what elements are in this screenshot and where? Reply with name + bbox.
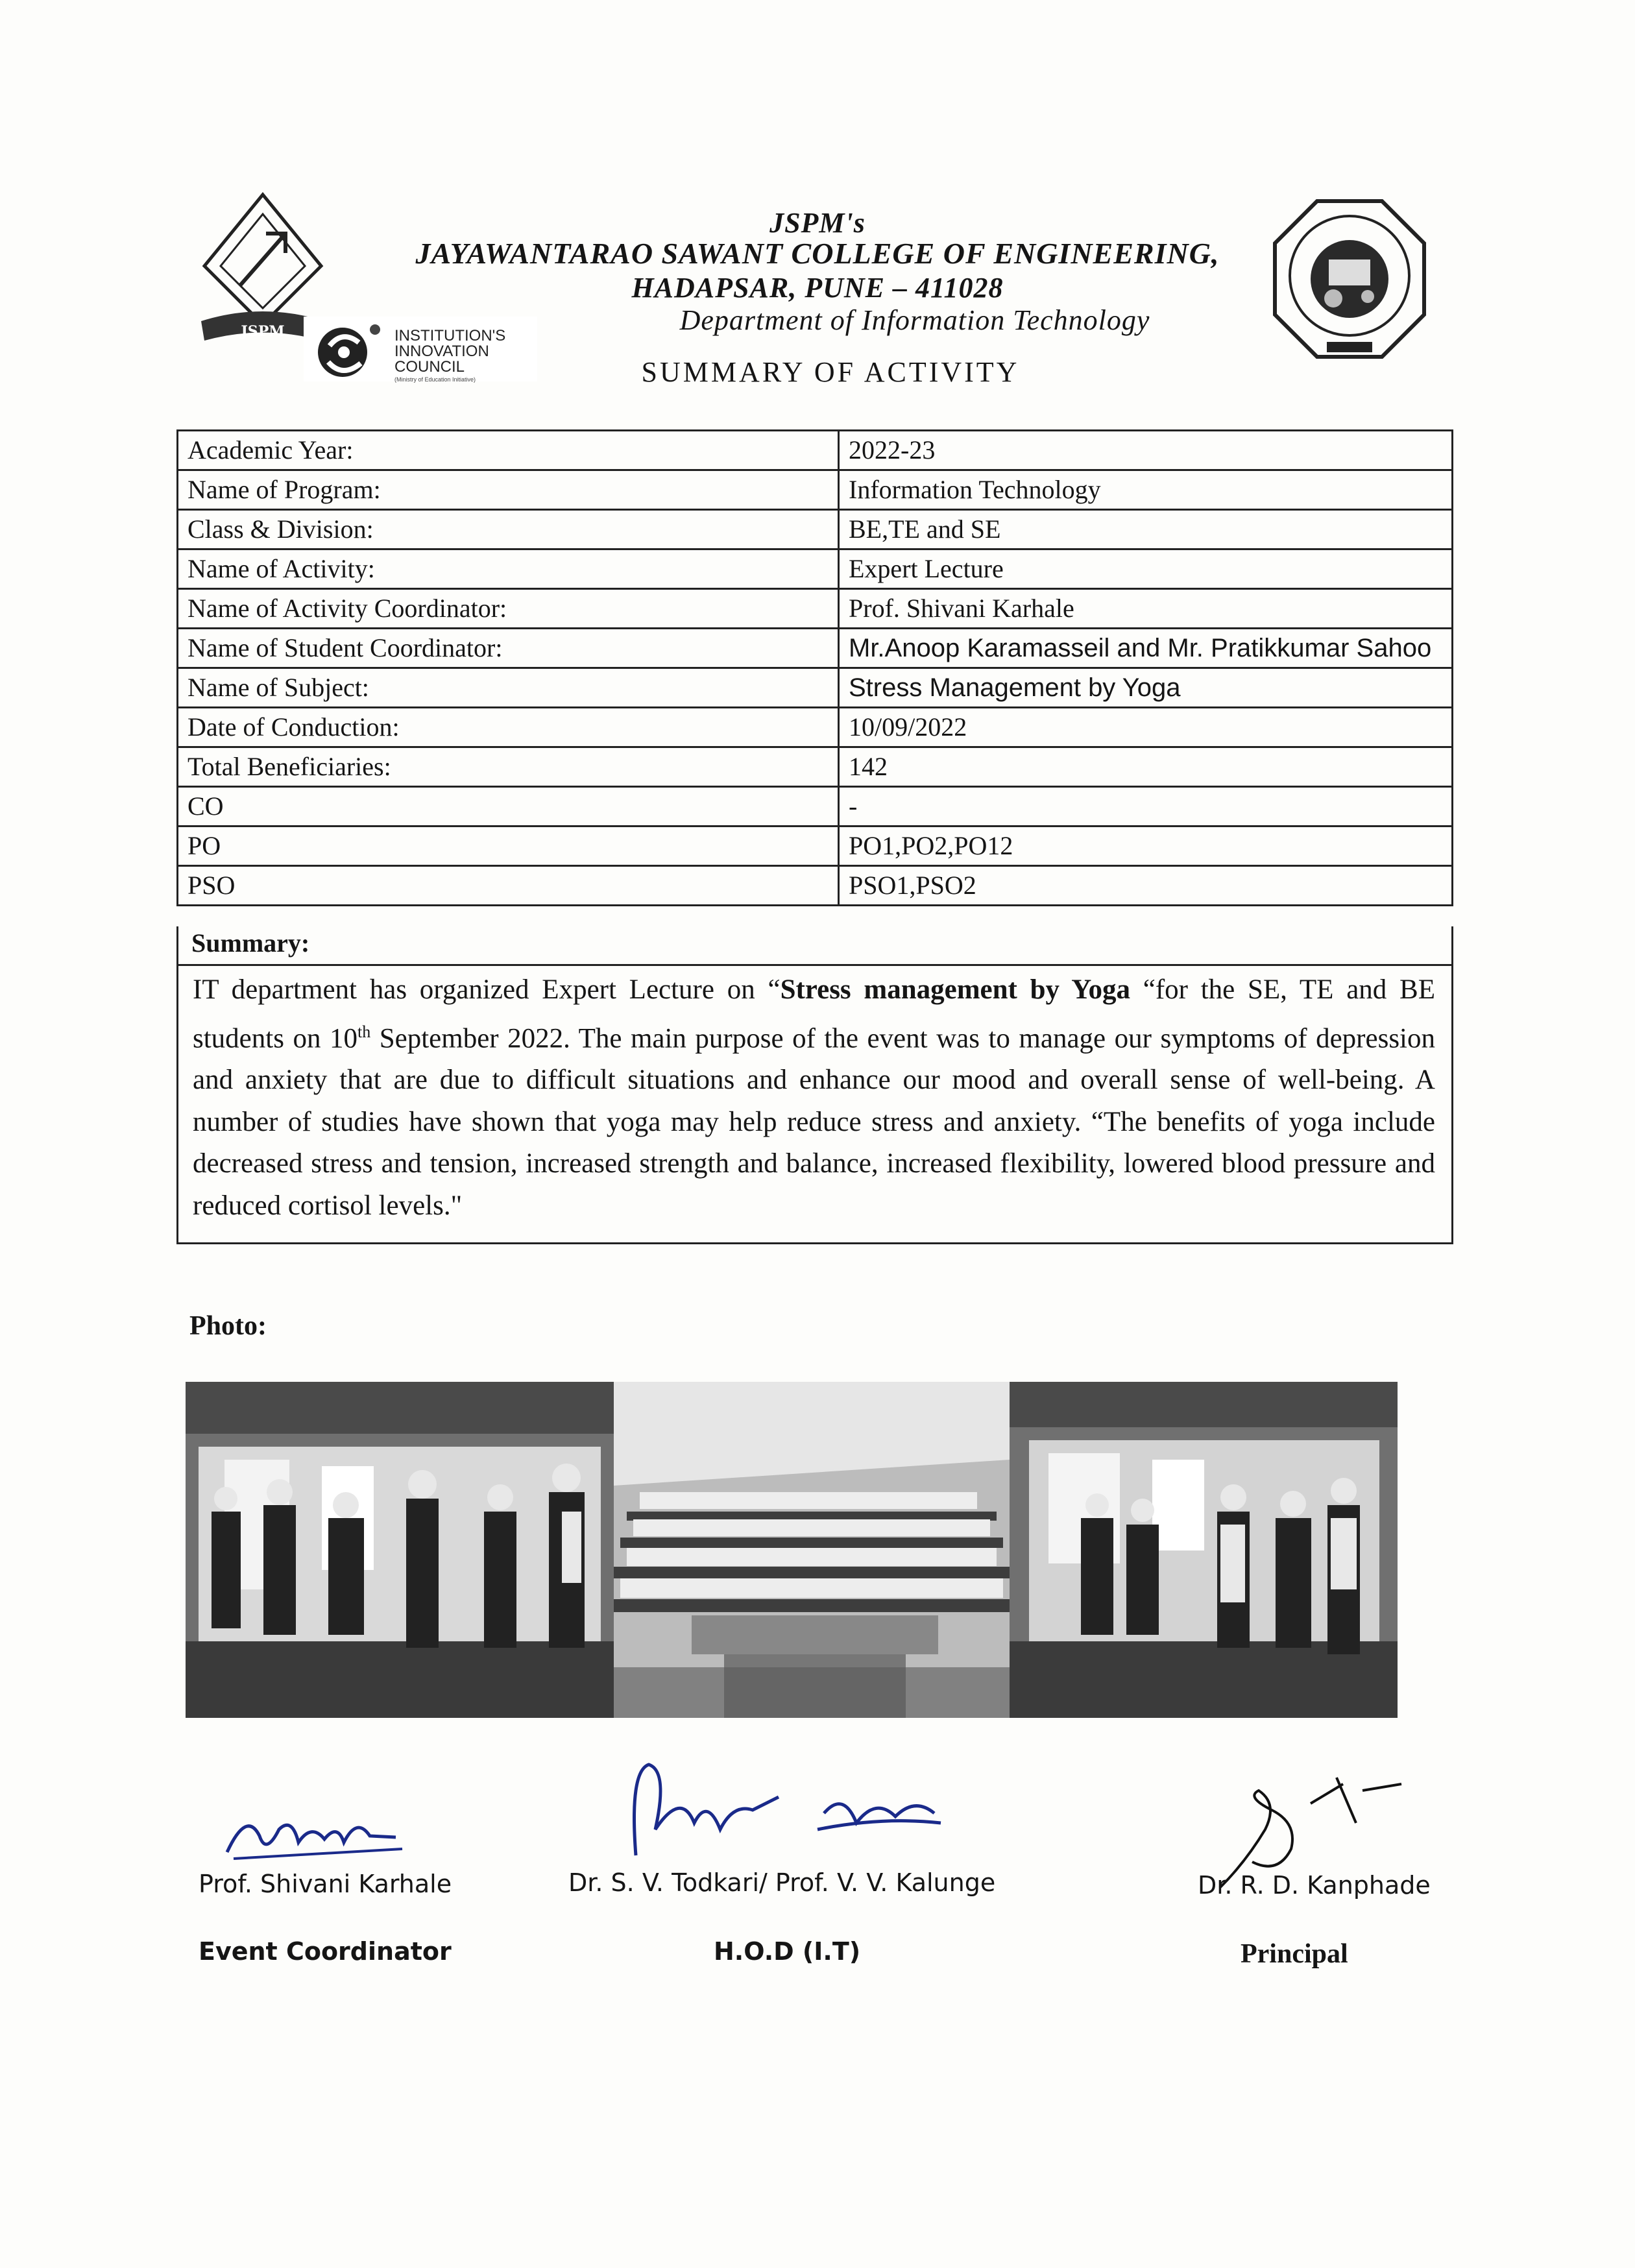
summary-divider [178, 964, 1451, 966]
summary-section [176, 926, 1453, 1244]
table-row [178, 866, 1453, 906]
table-row [178, 747, 1453, 787]
college-address: HADAPSAR, PUNE – 411028 [631, 272, 1004, 304]
summary-heading: Summary: [191, 928, 310, 958]
activity-details-table [176, 429, 1453, 906]
iic-line-4: (Ministry of Education Initiative) [394, 376, 476, 383]
row-value: Mr.Anoop Karamasseil and Mr. Pratikkumar Sahoo [839, 629, 1453, 668]
college-name: JAYAWANTARAO SAWANT COLLEGE OF ENGINEERING, [415, 237, 1220, 270]
row-value: PO1,PO2,PO12 [839, 826, 1453, 866]
page-title: SUMMARY OF ACTIVITY [641, 356, 1020, 388]
table-row [178, 431, 1453, 470]
iic-line-1: INSTITUTION'S [394, 327, 506, 344]
row-value: 142 [839, 747, 1453, 787]
signatory-3-name: Dr. R. D. Kanphade [1198, 1871, 1431, 1900]
row-value: 2022-23 [839, 431, 1453, 470]
summary-bold-topic: Stress management by Yoga [780, 974, 1130, 1005]
table-row [178, 629, 1453, 668]
row-label: Date of Conduction: [178, 708, 839, 747]
row-label: Class & Division: [178, 510, 839, 549]
summary-text-part-2: “for the SE, TE and BE students on 10 [193, 974, 1435, 1054]
table-row [178, 708, 1453, 747]
row-label: Total Beneficiaries: [178, 747, 839, 787]
table-row [178, 668, 1453, 708]
table-row [178, 510, 1453, 549]
table-row [178, 549, 1453, 589]
row-label: Name of Activity: [178, 549, 839, 589]
photo-label: Photo: [189, 1311, 267, 1341]
row-value: Stress Management by Yoga [839, 668, 1453, 708]
event-photos [186, 1382, 1398, 1718]
svg-text:JSPM: JSPM [241, 323, 285, 340]
row-label: PO [178, 826, 839, 866]
header-line-1: JSPM's [769, 207, 866, 239]
row-value: BE,TE and SE [839, 510, 1453, 549]
signatory-3-role: Principal [1241, 1939, 1348, 1969]
iic-line-3: COUNCIL [394, 358, 465, 376]
summary-paragraph [193, 969, 1435, 1227]
table-row [178, 470, 1453, 510]
row-value: Information Technology [839, 470, 1453, 510]
signatory-1-name: Prof. Shivani Karhale [199, 1870, 452, 1898]
signatory-2-name: Dr. S. V. Todkari/ Prof. V. V. Kalunge [568, 1868, 996, 1897]
table-row [178, 589, 1453, 629]
signatory-2-role: H.O.D (I.T) [714, 1937, 861, 1966]
signature-karhale [221, 1797, 409, 1868]
summary-text-part-1: IT department has organized Expert Lecture on “ [193, 974, 781, 1005]
department-name: Department of Information Technology [679, 304, 1150, 336]
signatory-1-role: Event Coordinator [199, 1937, 452, 1966]
row-label: Name of Activity Coordinator: [178, 589, 839, 629]
row-value: - [839, 787, 1453, 826]
row-value: PSO1,PSO2 [839, 866, 1453, 906]
row-value: Prof. Shivani Karhale [839, 589, 1453, 629]
row-label: Name of Subject: [178, 668, 839, 708]
signature-hod [623, 1752, 960, 1868]
event-photo-1 [186, 1382, 614, 1718]
summary-text-part-3: September 2022. The main purpose of the event was to manage our symptoms of depression and anxiety that are due to difficult situations and enhance our mood and overall sense of well-being. A number of studies have shown that yoga may help reduce stress and anxiety. “The benefits of yoga include decreased stress and tension, increased strength and balance, increased flexibility, lowered blood pressure and reduced cortisol levels." [193, 1022, 1435, 1221]
row-label: CO [178, 787, 839, 826]
row-label: Academic Year: [178, 431, 839, 470]
row-value: 10/09/2022 [839, 708, 1453, 747]
event-photo-2 [614, 1382, 1010, 1718]
table-row [178, 787, 1453, 826]
summary-superscript: th [357, 1022, 371, 1041]
row-value: Expert Lecture [839, 549, 1453, 589]
event-photo-3 [1010, 1382, 1398, 1718]
iic-line-2: INNOVATION [394, 343, 489, 360]
row-label: PSO [178, 866, 839, 906]
row-label: Name of Student Coordinator: [178, 629, 839, 668]
row-label: Name of Program: [178, 470, 839, 510]
table-row [178, 826, 1453, 866]
